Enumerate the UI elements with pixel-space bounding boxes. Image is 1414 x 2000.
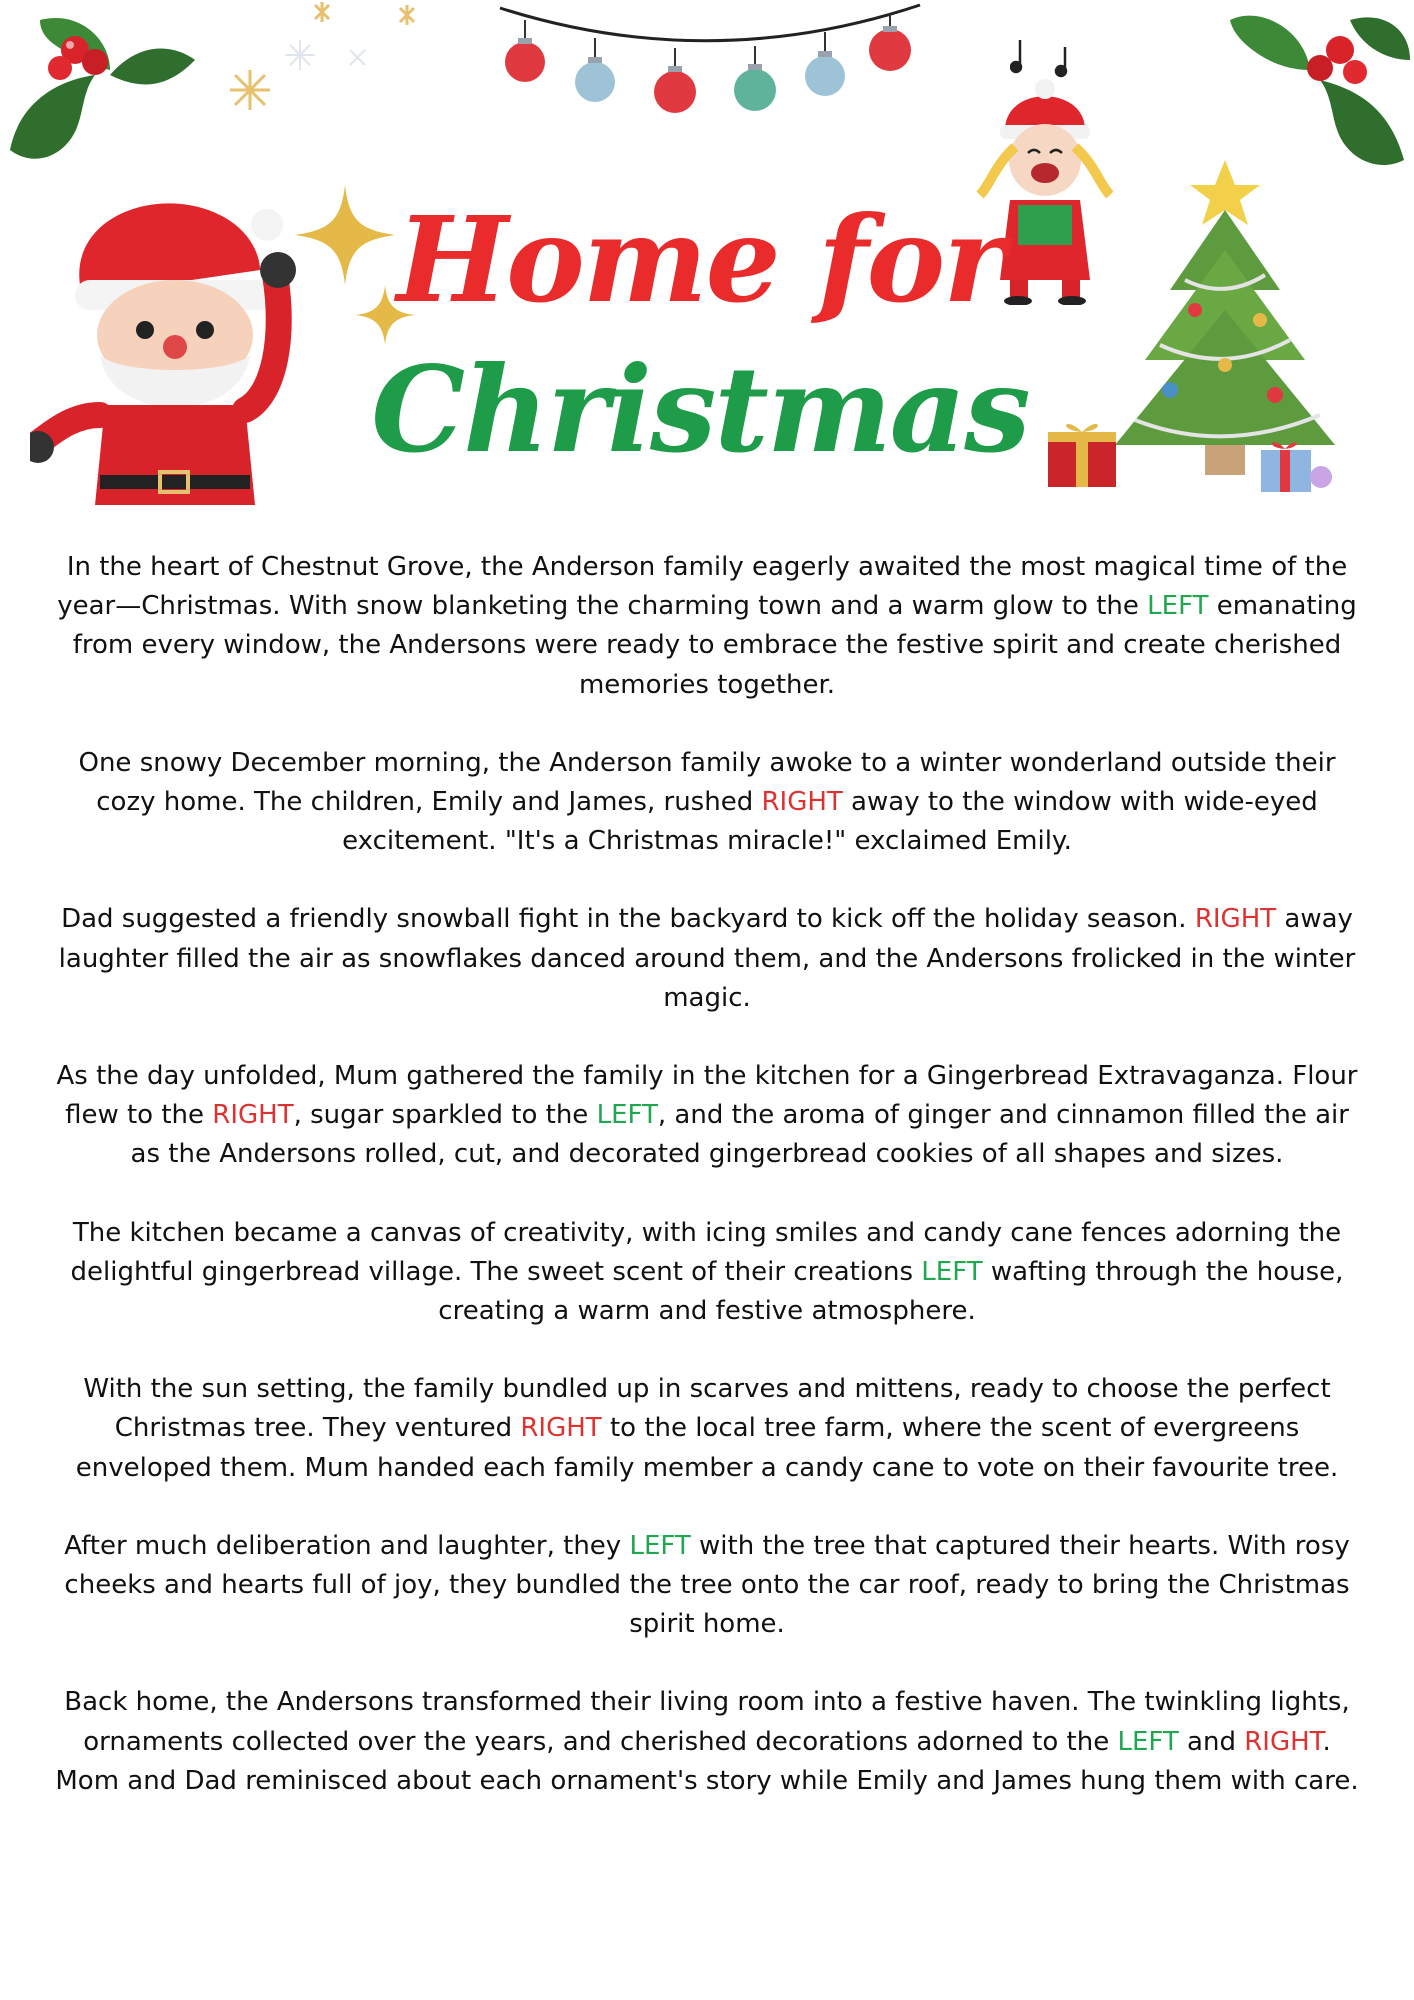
left-word: LEFT [629, 1530, 691, 1561]
story-text-run: with the tree that captured their hearts. With rosy cheeks and hearts full of joy, they bundled the tree onto the car roof, ready to bring the Christmas spirit home. [64, 1530, 1350, 1640]
holly-icon [0, 0, 200, 200]
story-text-run: , sugar sparkled to the [293, 1100, 597, 1131]
story-text-run: away laughter filled the air as snowflakes danced around them, and the Andersons frolicked in the winter magic. [58, 904, 1356, 1013]
story-paragraph-5 [55, 1214, 1359, 1332]
left-word: LEFT [596, 1100, 658, 1131]
story-text-run: With the sun setting, the family bundled up in scarves and mittens, ready to choose the perfect Christmas tree. They ventured [83, 1374, 1331, 1444]
gift-icon [1258, 435, 1333, 495]
story-text-run: emanating from every window, the Andersons were ready to embrace the festive spirit and create cherished memories together. [72, 591, 1357, 700]
story-text-run: One snowy December morning, the Anderson family awoke to a winter wonderland outside their cozy home. The children, Emily and James, rushed [78, 747, 1336, 818]
title-line-2: Christmas [371, 340, 1029, 479]
right-word: RIGHT [520, 1413, 602, 1444]
left-word: LEFT [1147, 591, 1209, 622]
right-word: RIGHT [761, 787, 843, 818]
story-text-run: As the day unfolded, Mum gathered the family in the kitchen for a Gingerbread Extravaganza. Flour flew to the [56, 1061, 1358, 1131]
story-text-run: to the local tree farm, where the scent of evergreens enveloped them. Mum handed each family member a candy cane to vote on their favourite tree. [75, 1413, 1339, 1483]
title-line-1: Home for [396, 190, 1004, 329]
story-paragraph-1 [55, 548, 1359, 705]
story-text-run: away to the window with wide-eyed excitement. "It's a Christmas miracle!" exclaimed Emily. [342, 787, 1318, 857]
story-paragraph-4 [55, 1057, 1359, 1175]
story-text-run: Back home, the Andersons transformed their living room into a festive haven. The twinkling lights, ornaments collected over the years, and cherished decorations adorned to the [64, 1687, 1350, 1757]
page-title [340, 185, 1060, 485]
story-paragraph-7 [55, 1527, 1359, 1645]
story-paragraph-8 [55, 1683, 1359, 1801]
right-word: RIGHT [1244, 1726, 1323, 1757]
story-text-run: wafting through the house, creating a warm and festive atmosphere. [438, 1256, 1344, 1327]
story-text-run: The kitchen became a canvas of creativity, with icing smiles and candy cane fences adorning the delightful gingerbread village. The sweet scent of their creations [70, 1217, 1342, 1287]
right-word: RIGHT [1194, 904, 1277, 935]
story-paragraph-6 [55, 1370, 1359, 1488]
story-paragraph-2 [55, 744, 1359, 862]
snowflake-icon [190, 0, 430, 120]
left-word: LEFT [1117, 1726, 1179, 1757]
story-text-run: . Mom and Dad reminisced about each ornament's story while Emily and James hung them with care. [55, 1726, 1359, 1796]
story-text-run: Dad suggested a friendly snowball fight in the backyard to kick off the holiday season. [61, 904, 1195, 935]
story-text [55, 548, 1359, 1840]
left-word: LEFT [921, 1256, 983, 1287]
story-text-run: After much deliberation and laughter, they [64, 1530, 630, 1561]
story-text-run: In the heart of Chestnut Grove, the Anderson family eagerly awaited the most magical time of the year—Christmas. With snow blanketing the charming town and a warm glow to the [57, 552, 1348, 622]
header-decorations [0, 0, 1414, 520]
right-word: RIGHT [212, 1100, 294, 1131]
story-text-run: and [1178, 1726, 1245, 1757]
story-text-run: , and the aroma of ginger and cinnamon filled the air as the Andersons rolled, cut, and decorated gingerbread cookies of all shapes and sizes. [130, 1100, 1349, 1170]
ornament-garland-icon [490, 0, 930, 130]
story-paragraph-3 [55, 900, 1359, 1018]
